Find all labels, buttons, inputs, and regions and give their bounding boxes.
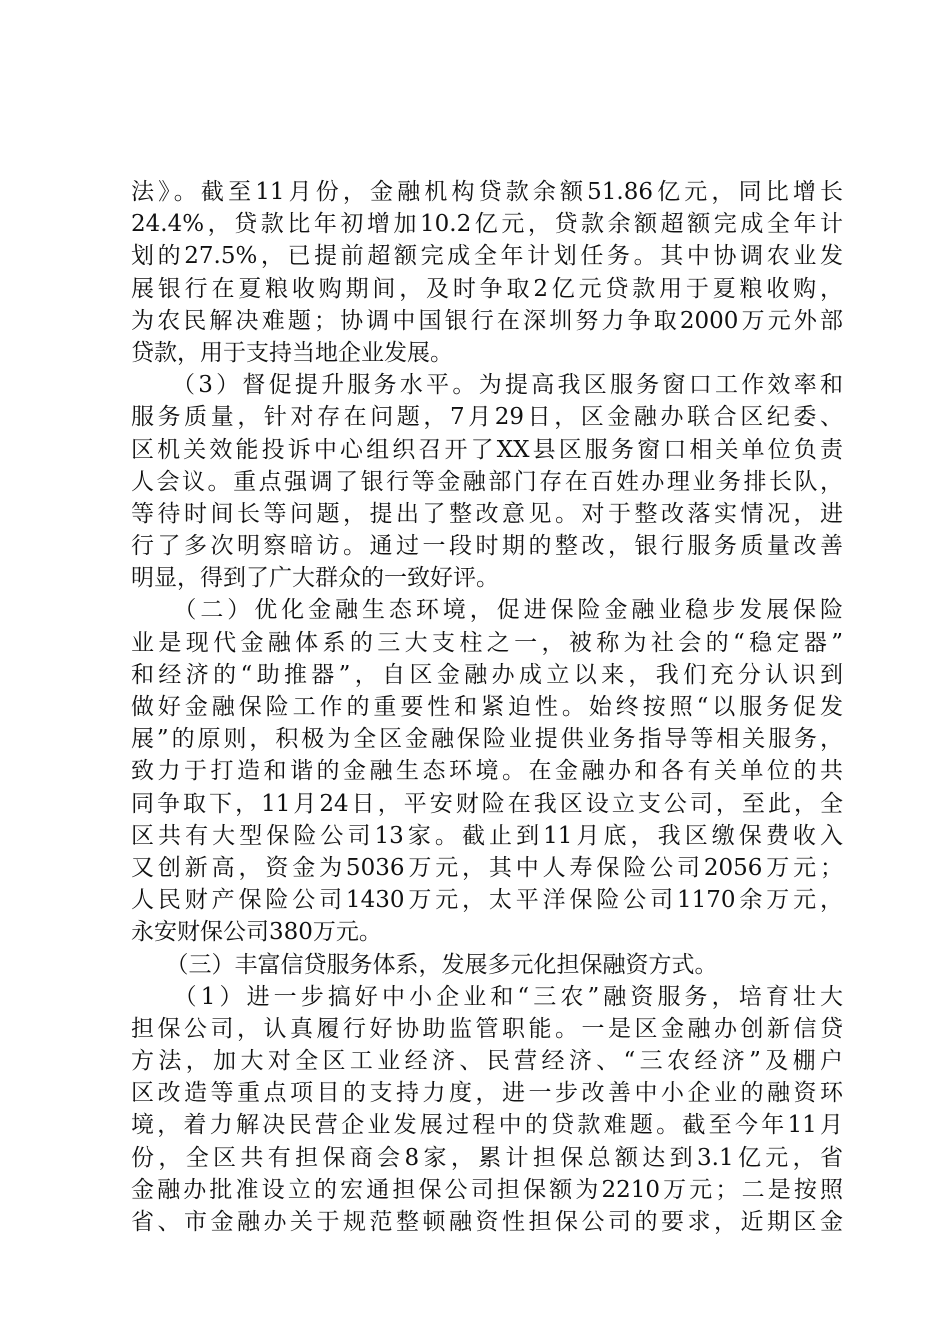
text-line: 等待时间长等问题，提出了整改意见。对于整改落实情况，进 <box>131 500 843 527</box>
text-line: 做好金融保险工作的重要性和紧迫性。始终按照“以服务促发 <box>131 694 843 720</box>
text-line: 法》。截至11月份，金融机构贷款余额51.86亿元，同比增长 <box>131 179 843 205</box>
text-line: 担保公司，认真履行好协助监管职能。一是区金融办创新信贷 <box>131 1015 843 1042</box>
text-line: 金融办批准设立的宏通担保公司担保额为2210万元；二是按照 <box>131 1176 843 1203</box>
text-line: 展”的原则，积极为全区金融保险业提供业务指导等相关服务， <box>131 726 843 753</box>
text-line: 24.4%，贷款比年初增加10.2亿元，贷款余额超额完成全年计 <box>131 211 843 238</box>
text-line: 方法，加大对全区工业经济、民营经济、“三农经济”及棚户 <box>131 1048 843 1075</box>
text-line: 行了多次明察暗访。通过一段时期的整改，银行服务质量改善 <box>131 533 843 560</box>
text-line: 人民财产保险公司1430万元，太平洋保险公司1170余万元， <box>131 887 843 914</box>
text-line: （二）优化金融生态环境，促进保险金融业稳步发展保险 <box>131 597 843 624</box>
text-line: 又创新高，资金为5036万元，其中人寿保险公司2056万元； <box>131 854 843 881</box>
text-line: 区机关效能投诉中心组织召开了XX县区服务窗口相关单位负责 <box>131 436 843 463</box>
text-line: 同争取下，11月24日，平安财险在我区设立支公司，至此，全 <box>131 790 843 817</box>
text-line: 区改造等重点项目的支持力度，进一步改善中小企业的融资环 <box>131 1080 843 1107</box>
text-line: （3）督促提升服务水平。为提高我区服务窗口工作效率和 <box>131 372 843 399</box>
text-line: 为农民解决难题；协调中国银行在深圳努力争取2000万元外部 <box>131 307 843 334</box>
text-line: 致力于打造和谐的金融生态环境。在金融办和各有关单位的共 <box>131 758 843 785</box>
text-line: 人会议。重点强调了银行等金融部门存在百姓办理业务排长队， <box>131 468 843 495</box>
text-line: 境，着力解决民营企业发展过程中的贷款难题。截至今年11月 <box>131 1112 843 1139</box>
text-line: 展银行在夏粮收购期间，及时争取2亿元贷款用于夏粮收购， <box>131 275 843 302</box>
text-line: 省、市金融办关于规范整顿融资性担保公司的要求，近期区金 <box>131 1209 843 1235</box>
text-line: 明显，得到了广大群众的一致好评。 <box>131 565 499 592</box>
text-line: 永安财保公司380万元。 <box>131 919 382 946</box>
text-line: 份，全区共有担保商会8家，累计担保总额达到3.1亿元，省 <box>131 1144 843 1171</box>
text-line: 业是现代金融体系的三大支柱之一，被称为社会的“稳定器” <box>131 629 843 656</box>
text-line: 和经济的“助推器”，自区金融办成立以来，我们充分认识到 <box>131 661 843 688</box>
text-line: （1）进一步搞好中小企业和“三农”融资服务，培育壮大 <box>131 983 843 1010</box>
text-line: 贷款，用于支持当地企业发展。 <box>131 339 453 366</box>
text-line: 区共有大型保险公司13家。截止到11月底，我区缴保费收入 <box>131 822 843 849</box>
text-line: 服务质量，针对存在问题，7月29日，区金融办联合区纪委、 <box>131 404 843 431</box>
text-line: （三）丰富信贷服务体系，发展多元化担保融资方式。 <box>131 951 718 978</box>
text-line: 划的27.5%，已提前超额完成全年计划任务。其中协调农业发 <box>131 243 843 270</box>
body-text <box>131 176 843 1238</box>
